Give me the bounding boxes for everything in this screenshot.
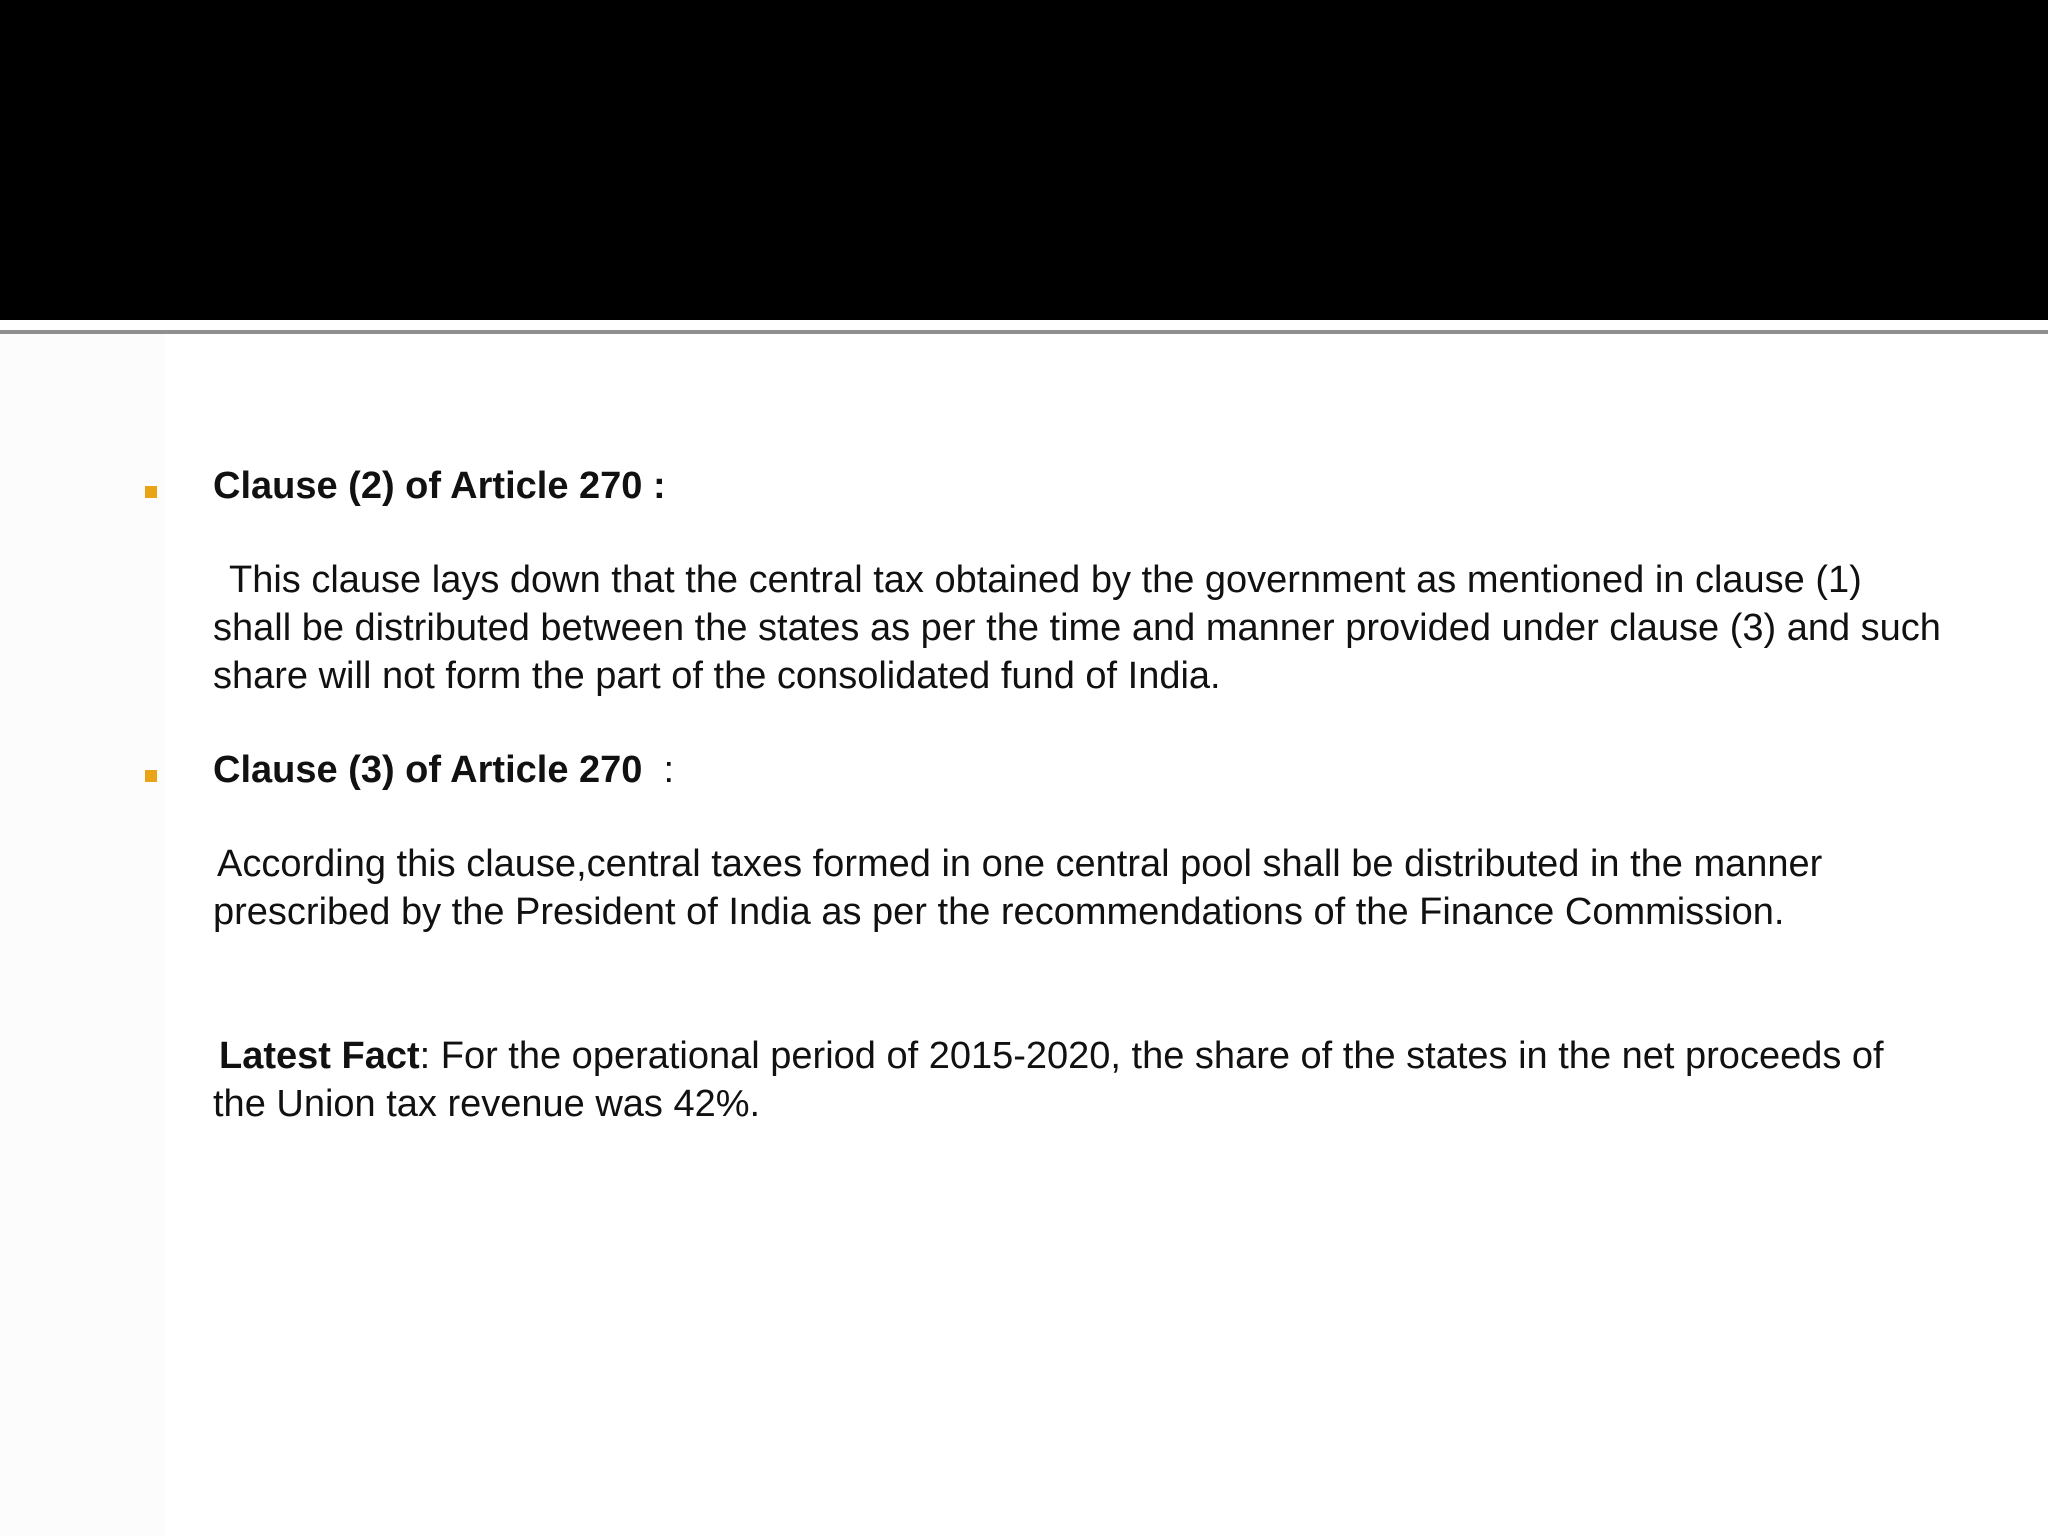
left-margin-panel: [0, 334, 165, 1536]
slide-title-band: [0, 0, 2048, 320]
square-bullet-icon: [145, 770, 157, 782]
bullet-heading: Clause (3) of Article 270: [213, 749, 643, 791]
bullet-colon: :: [642, 465, 666, 507]
square-bullet-icon: [145, 486, 157, 498]
bullet-colon: :: [642, 749, 675, 791]
clause-3-description: According this clause,central taxes formed in one central pool shall be distributed in the manner prescribed by the President of India as per the recommendations of the Finance Commission.: [213, 843, 1823, 933]
latest-fact-text: : For the operational period of 2015-2020, the share of the states in the net proceeds of the Union tax revenue was 42%.: [213, 1035, 1884, 1125]
bullet-clause-2: [213, 462, 1943, 510]
bullet-clause-3: [213, 746, 1943, 794]
latest-fact: [213, 1032, 1943, 1128]
title-divider: [0, 330, 2048, 334]
latest-fact-label: Latest Fact: [219, 1035, 420, 1077]
clause-2-description: This clause lays down that the central tax obtained by the government as mentioned in clause (1) shall be distributed between the states as per the time and manner provided under clause (3) and such share will not form the part of the consolidated fund of India.: [213, 559, 1941, 697]
slide-body: [213, 462, 1943, 1128]
bullet-heading: Clause (2) of Article 270: [213, 465, 643, 507]
